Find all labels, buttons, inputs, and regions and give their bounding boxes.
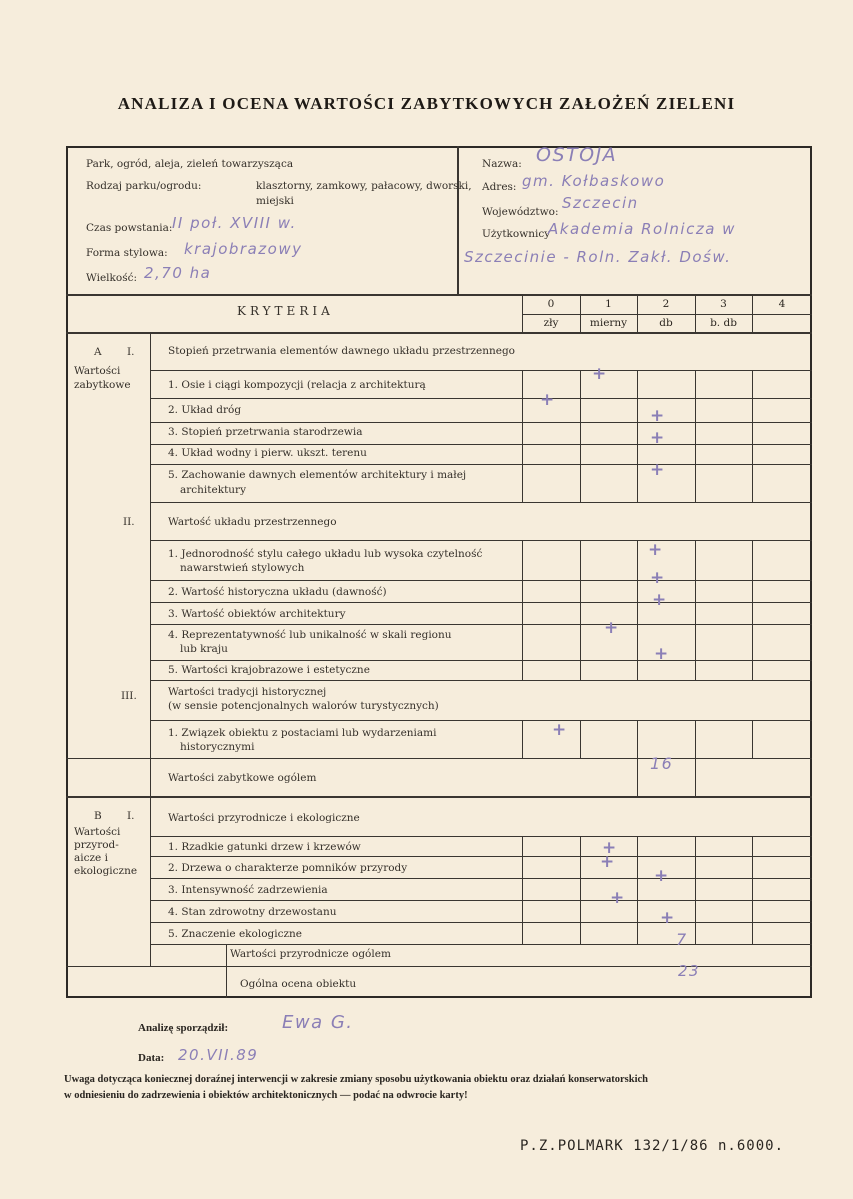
uzytkownicy-label: Użytkownicy	[482, 228, 551, 240]
forma-label: Forma stylowa:	[86, 247, 168, 259]
date-label: Data:	[138, 1052, 165, 1064]
adres-value-2: Szczecin	[562, 194, 639, 212]
rodzaj-options: klasztorny, zamkowy, pałacowy, dworski,	[256, 180, 472, 192]
mark-a2-1b: +	[650, 568, 665, 588]
row-a2-4b: lub kraju	[180, 643, 228, 655]
date-value: 20.VII.89	[178, 1046, 259, 1064]
row-a1-5b: architektury	[180, 484, 247, 496]
section-a-iii: III.	[121, 690, 137, 702]
score-1: 1	[605, 298, 612, 310]
row-a2-5: 5. Wartości krajobrazowe i estetyczne	[168, 664, 370, 676]
kryteria-label: KRYTERIA	[237, 304, 334, 318]
forma-value: krajobrazowy	[184, 240, 303, 258]
row-a2-1: 1. Jednorodność stylu całego układu lub wysoka czytelność	[168, 548, 483, 560]
row-a1-3: 3. Stopień przetrwania starodrzewia	[168, 426, 363, 438]
section-b-name-3: aicze i	[74, 852, 108, 864]
group-a1-heading: Stopień przetrwania elementów dawnego układu przestrzennego	[168, 345, 515, 357]
section-a-i: I.	[127, 346, 135, 358]
section-b-letter: B	[94, 810, 102, 822]
row-a1-1: 1. Osie i ciągi kompozycji (relacja z architekturą	[168, 379, 426, 391]
score-label-2: db	[659, 317, 673, 329]
mark-a1-3: +	[650, 428, 665, 448]
adres-value: gm. Kołbaskowo	[522, 172, 666, 190]
wielkosc-value: 2,70 ha	[144, 264, 212, 282]
note-line-2: w odniesieniu do zadrzewienia i obiektów architektonicznych — podać na odwrocie karty!	[64, 1090, 468, 1101]
total-a-label: Wartości zabytkowe ogólem	[168, 772, 317, 784]
mark-a1-2: +	[540, 390, 555, 410]
total-a-value: 16	[650, 754, 674, 773]
note-line-1: Uwaga dotycząca koniecznej doraźnej interwencji w zakresie zmiany sposobu użytkowania obiektu oraz działań konserwatorskich	[64, 1074, 648, 1085]
wielkosc-label: Wielkość:	[86, 272, 138, 284]
total-b-label: Wartości przyrodnicze ogólem	[230, 948, 391, 960]
section-a-letter: A	[94, 346, 102, 358]
mark-b1-1: +	[602, 838, 617, 858]
czas-value: II poł. XVIII w.	[172, 214, 297, 232]
mark-b1-2: +	[600, 852, 615, 872]
row-b1-1: 1. Rzadkie gatunki drzew i krzewów	[168, 841, 361, 853]
mark-a2-1: +	[648, 540, 663, 560]
uzytkownicy-value: Akademia Rolnicza w	[548, 220, 736, 238]
score-3: 3	[720, 298, 727, 310]
mark-a3-1: +	[552, 720, 567, 740]
section-b-i: I.	[127, 810, 135, 822]
mark-a1-2b: +	[650, 406, 665, 426]
section-b-name-1: Wartości	[74, 826, 121, 838]
row-b1-4: 4. Stan zdrowotny drzewostanu	[168, 906, 337, 918]
rodzaj-options-2: miejski	[256, 195, 294, 207]
wojewodztwo-label: Województwo:	[482, 206, 559, 218]
row-a2-4: 4. Reprezentatywność lub unikalność w skali regionu	[168, 629, 452, 641]
row-b1-2: 2. Drzewa o charakterze pomników przyrody	[168, 862, 408, 874]
section-b-name-4: ekologiczne	[74, 865, 138, 877]
mark-b1-3: +	[654, 866, 669, 886]
czas-label: Czas powstania:	[86, 222, 173, 234]
mark-b1-4: +	[610, 888, 625, 908]
group-a3-heading-2: (w sensie potencjonalnych walorów turystycznych)	[168, 700, 439, 712]
score-label-3: b. db	[710, 317, 737, 329]
group-a3-heading: Wartości tradycji historycznej	[168, 686, 327, 698]
row-a2-2: 2. Wartość historyczna układu (dawność)	[168, 586, 387, 598]
form-title: ANALIZA I OCENA WARTOŚCI ZABYTKOWYCH ZAŁOŻEŃ ZIELENI	[117, 94, 736, 113]
mark-a2-2: +	[652, 590, 667, 610]
section-b-name-2: przyrod-	[74, 839, 119, 851]
mark-a1-1: +	[592, 364, 607, 384]
row-a1-2: 2. Układ dróg	[168, 404, 242, 416]
overall-value: 23	[678, 962, 701, 980]
mark-a2-5: +	[654, 644, 669, 664]
section-a-name: Wartości zabytkowe	[74, 365, 131, 391]
analysis-signature: Ewa G.	[282, 1012, 354, 1033]
row-a1-4: 4. Układ wodny i pierw. ukszt. terenu	[168, 447, 367, 459]
total-b-value: 7	[676, 930, 688, 949]
overall-label: Ogólna ocena obiektu	[240, 978, 357, 990]
row-a3-1: 1. Związek obiektu z postaciami lub wydarzeniami	[168, 727, 437, 739]
object-type-line: Park, ogród, aleja, zieleń towarzysząca	[86, 158, 294, 170]
row-a1-5: 5. Zachowanie dawnych elementów architektury i małej	[168, 469, 467, 481]
row-a2-1b: nawarstwień stylowych	[180, 562, 305, 574]
score-4: 4	[778, 298, 786, 310]
mark-a1-5: +	[650, 460, 665, 480]
adres-label: Adres:	[482, 181, 517, 193]
score-label-1: mierny	[589, 317, 628, 329]
analysis-label: Analizę sporządził:	[138, 1022, 229, 1034]
section-a-ii: II.	[123, 516, 135, 528]
group-a2-heading: Wartość układu przestrzennego	[168, 516, 337, 528]
mark-a2-4: +	[604, 618, 619, 638]
row-b1-3: 3. Intensywność zadrzewienia	[168, 884, 328, 896]
nazwa-value: OSTOJA	[536, 144, 618, 166]
nazwa-label: Nazwa:	[482, 158, 522, 170]
mark-b1-5: +	[660, 908, 675, 928]
row-a3-1b: historycznymi	[180, 741, 255, 753]
score-2: 2	[662, 298, 670, 310]
score-0: 0	[547, 298, 555, 310]
row-b1-5: 5. Znaczenie ekologiczne	[168, 928, 303, 940]
rodzaj-label: Rodzaj parku/ogrodu:	[86, 180, 202, 192]
printer-mark: P.Z.POLMARK 132/1/86 n.6000.	[520, 1138, 785, 1154]
uzytkownicy-value-2: Szczecinie - Roln. Zakł. Dośw.	[464, 248, 732, 266]
score-label-0: zły	[543, 317, 559, 329]
row-a2-3: 3. Wartość obiektów architektury	[168, 608, 346, 620]
group-b1-heading: Wartości przyrodnicze i ekologiczne	[168, 812, 360, 824]
